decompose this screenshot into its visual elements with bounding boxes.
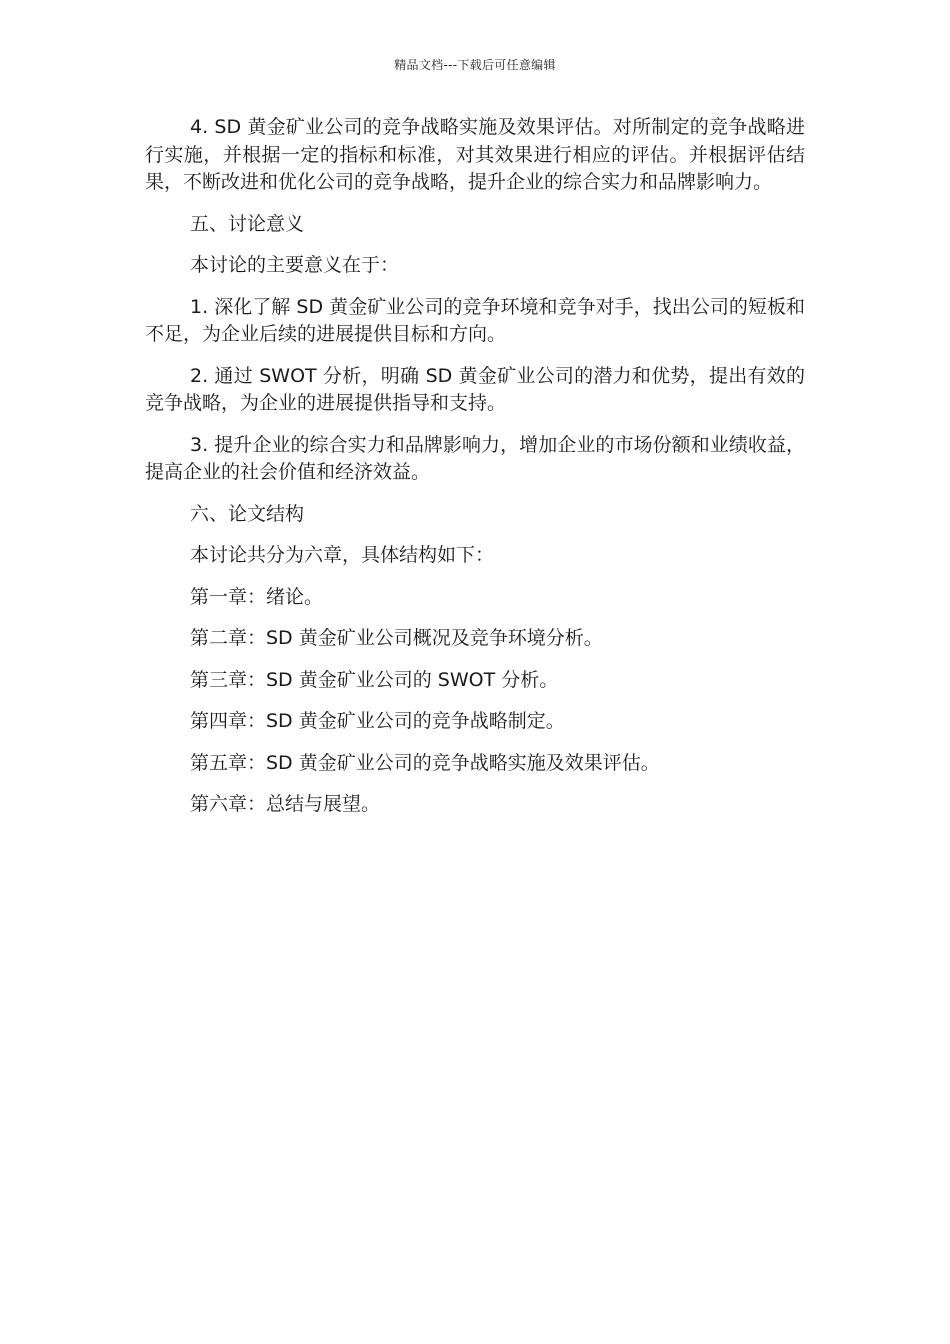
document-body [145,114,805,833]
paragraph-significance-intro: 本讨论的主要意义在于： [190,254,400,276]
section-heading-structure: 六、论文结构 [190,502,305,525]
chapter-item-4: 第四章：SD 黄金矿业公司的竞争战略制定。 [190,710,565,732]
chapter-item-3: 第三章：SD 黄金矿业公司的 SWOT 分析。 [190,668,559,691]
section-heading-significance: 五、讨论意义 [190,212,305,235]
paragraph-strategy-implementation: 4. SD 黄金矿业公司的竞争战略实施及效果评估。对所制定的竞争战略进行实施，并根据一定的指标和标准，对其效果进行相应的评估。并根据评估结果，不断改进和优化公司的竞争战略，提升企业的综合实力和品牌影响力。 [145,116,805,193]
chapter-item-2: 第二章：SD 黄金矿业公司概况及竞争环境分析。 [190,627,603,649]
chapter-item-5: 第五章：SD 黄金矿业公司的竞争战略实施及效果评估。 [190,751,660,774]
chapter-item-1: 第一章：绪论。 [190,585,324,608]
page-header: 精品文档---下载后可任意编辑 [394,58,556,72]
paragraph-significance-item-2: 2. 通过 SWOT 分析，明确 SD 黄金矿业公司的潜力和优势，提出有效的竞争战略，为企业的进展提供指导和支持。 [145,364,805,414]
paragraph-significance-item-3: 3. 提升企业的综合实力和品牌影响力，增加企业的市场份额和业绩收益，提高企业的社会价值和经济效益。 [145,433,805,483]
chapter-item-6: 第六章：总结与展望。 [190,793,381,815]
paragraph-structure-intro: 本讨论共分为六章，具体结构如下： [190,544,495,566]
paragraph-significance-item-1: 1. 深化了解 SD 黄金矿业公司的竞争环境和竞争对手，找出公司的短板和不足，为企业后续的进展提供目标和方向。 [145,295,805,345]
